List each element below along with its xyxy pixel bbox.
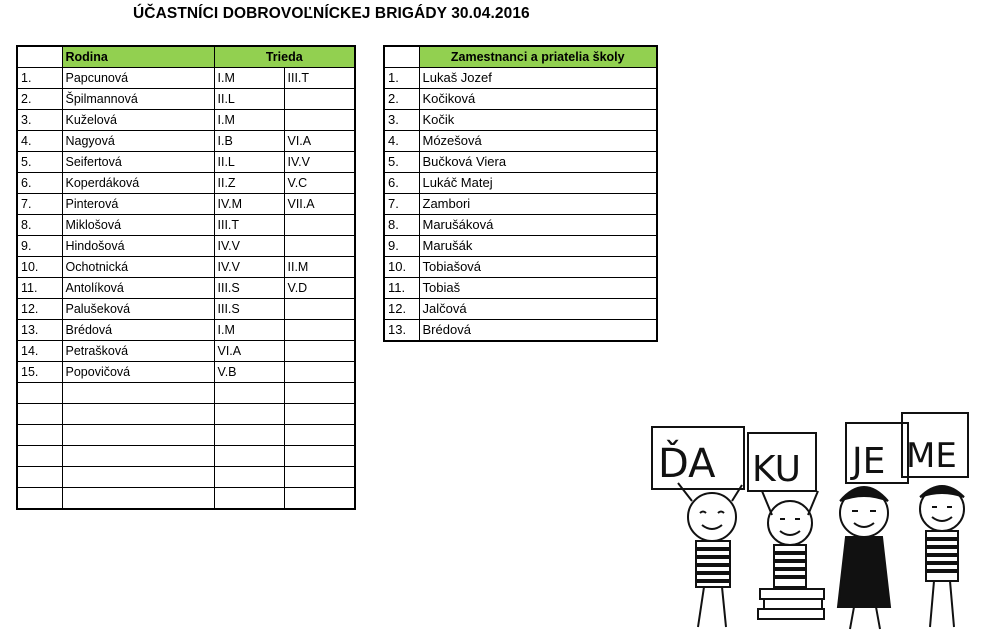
kid-head	[768, 501, 812, 545]
row-number: 11.	[384, 278, 419, 299]
kid-dress	[838, 537, 890, 607]
row-number	[17, 425, 62, 446]
table-row	[17, 341, 355, 362]
row-number: 6.	[17, 173, 62, 194]
row-number	[17, 446, 62, 467]
family-name-cell: Koperdáková	[62, 173, 214, 194]
table-row	[17, 299, 355, 320]
row-number: 3.	[17, 110, 62, 131]
row-number: 13.	[17, 320, 62, 341]
staff-name-cell: Mózešová	[419, 131, 657, 152]
row-number: 10.	[384, 257, 419, 278]
class-cell	[284, 425, 355, 446]
table-row	[384, 236, 657, 257]
row-number: 7.	[17, 194, 62, 215]
table-row	[384, 173, 657, 194]
row-number: 15.	[17, 362, 62, 383]
class-cell	[284, 467, 355, 488]
family-name-cell	[62, 383, 214, 404]
row-number: 2.	[384, 89, 419, 110]
table-row	[17, 152, 355, 173]
table-row	[17, 488, 355, 510]
families-table	[16, 45, 356, 510]
table-row	[384, 257, 657, 278]
families-header-row	[17, 46, 355, 68]
table-row	[384, 68, 657, 89]
class-cell: IV.V	[284, 152, 355, 173]
family-name-cell: Palušeková	[62, 299, 214, 320]
class-cell: VI.A	[214, 341, 284, 362]
page-title: ÚČASTNÍCI DOBROVOĽNÍCKEJ BRIGÁDY 30.04.2016	[133, 5, 530, 22]
class-cell: II.M	[284, 257, 355, 278]
class-cell	[214, 446, 284, 467]
table-row	[384, 152, 657, 173]
class-cell: IV.V	[214, 236, 284, 257]
class-cell: I.B	[214, 131, 284, 152]
row-number: 1.	[384, 68, 419, 89]
class-cell	[284, 341, 355, 362]
class-cell: III.S	[214, 278, 284, 299]
class-cell: I.M	[214, 68, 284, 89]
staff-name-cell: Bučková Viera	[419, 152, 657, 173]
family-name-cell: Miklošová	[62, 215, 214, 236]
staff-name-cell: Brédová	[419, 320, 657, 342]
staff-name-cell: Marušáková	[419, 215, 657, 236]
class-cell: III.T	[214, 215, 284, 236]
family-name-cell	[62, 446, 214, 467]
table-row	[17, 320, 355, 341]
family-name-cell: Brédová	[62, 320, 214, 341]
family-name-cell: Popovičová	[62, 362, 214, 383]
staff-name-cell: Tobiaš	[419, 278, 657, 299]
family-name-cell	[62, 488, 214, 510]
family-name-cell: Petrašková	[62, 341, 214, 362]
family-name-cell	[62, 467, 214, 488]
class-cell: II.L	[214, 152, 284, 173]
table-row	[17, 278, 355, 299]
sign-text: KU	[752, 449, 801, 490]
table-row	[17, 68, 355, 89]
thank-you-kids-illustration	[640, 405, 985, 635]
class-header: Trieda	[214, 46, 355, 68]
class-cell: V.D	[284, 278, 355, 299]
row-number: 4.	[384, 131, 419, 152]
table-row	[17, 236, 355, 257]
class-cell: VII.A	[284, 194, 355, 215]
sign-text: JE	[852, 441, 886, 482]
table-row	[17, 257, 355, 278]
family-name-cell: Nagyová	[62, 131, 214, 152]
staff-name-cell: Jalčová	[419, 299, 657, 320]
row-number: 2.	[17, 89, 62, 110]
class-cell: III.S	[214, 299, 284, 320]
table-row	[17, 110, 355, 131]
table-row	[17, 446, 355, 467]
family-header: Rodina	[62, 46, 214, 68]
class-cell	[284, 299, 355, 320]
class-cell	[284, 446, 355, 467]
table-row	[384, 110, 657, 131]
book	[760, 589, 824, 599]
class-cell: IV.V	[214, 257, 284, 278]
sign-text: ĎA	[658, 441, 716, 487]
staff-table	[383, 45, 658, 342]
number-header	[17, 46, 62, 68]
family-name-cell	[62, 404, 214, 425]
row-number: 9.	[384, 236, 419, 257]
row-number: 3.	[384, 110, 419, 131]
family-name-cell	[62, 425, 214, 446]
family-name-cell: Špilmannová	[62, 89, 214, 110]
row-number	[17, 404, 62, 425]
row-number	[17, 467, 62, 488]
table-row	[17, 89, 355, 110]
class-cell: II.L	[214, 89, 284, 110]
row-number: 14.	[17, 341, 62, 362]
table-row	[384, 278, 657, 299]
staff-name-cell: Lukaš Jozef	[419, 68, 657, 89]
row-number: 10.	[17, 257, 62, 278]
row-number: 9.	[17, 236, 62, 257]
staff-name-cell: Tobiašová	[419, 257, 657, 278]
row-number: 11.	[17, 278, 62, 299]
class-cell	[214, 488, 284, 510]
staff-name-cell: Zambori	[419, 194, 657, 215]
class-cell: VI.A	[284, 131, 355, 152]
class-cell: II.Z	[214, 173, 284, 194]
table-row	[17, 383, 355, 404]
table-row	[17, 194, 355, 215]
class-cell	[284, 404, 355, 425]
table-row	[384, 215, 657, 236]
class-cell: III.T	[284, 68, 355, 89]
row-number: 12.	[17, 299, 62, 320]
row-number: 7.	[384, 194, 419, 215]
staff-name-cell: Lukáč Matej	[419, 173, 657, 194]
family-name-cell: Ochotnická	[62, 257, 214, 278]
table-row	[17, 362, 355, 383]
row-number	[17, 383, 62, 404]
row-number: 8.	[384, 215, 419, 236]
sign-text: ME	[906, 436, 957, 476]
row-number: 5.	[17, 152, 62, 173]
class-cell	[214, 404, 284, 425]
table-row	[17, 467, 355, 488]
row-number: 4.	[17, 131, 62, 152]
table-row	[17, 215, 355, 236]
class-cell	[214, 383, 284, 404]
family-name-cell: Antolíková	[62, 278, 214, 299]
table-row	[17, 404, 355, 425]
class-cell	[284, 362, 355, 383]
table-row	[17, 173, 355, 194]
class-cell	[284, 215, 355, 236]
class-cell: IV.M	[214, 194, 284, 215]
class-cell: V.B	[214, 362, 284, 383]
class-cell	[284, 488, 355, 510]
table-row	[17, 131, 355, 152]
row-number: 1.	[17, 68, 62, 89]
class-cell: I.M	[214, 110, 284, 131]
row-number: 13.	[384, 320, 419, 342]
row-number: 8.	[17, 215, 62, 236]
family-name-cell: Kuželová	[62, 110, 214, 131]
staff-name-cell: Marušák	[419, 236, 657, 257]
family-name-cell: Hindošová	[62, 236, 214, 257]
class-cell	[284, 320, 355, 341]
book	[764, 599, 822, 609]
class-cell	[284, 110, 355, 131]
table-row	[384, 299, 657, 320]
table-row	[384, 320, 657, 342]
staff-number-header	[384, 46, 419, 68]
table-row	[384, 89, 657, 110]
family-name-cell: Seifertová	[62, 152, 214, 173]
class-cell	[284, 236, 355, 257]
table-row	[384, 194, 657, 215]
class-cell	[214, 467, 284, 488]
family-name-cell: Pinterová	[62, 194, 214, 215]
class-cell: V.C	[284, 173, 355, 194]
staff-header-row	[384, 46, 657, 68]
class-cell	[284, 89, 355, 110]
staff-header: Zamestnanci a priatelia školy	[419, 46, 657, 68]
staff-name-cell: Kočik	[419, 110, 657, 131]
class-cell: I.M	[214, 320, 284, 341]
family-name-cell: Papcunová	[62, 68, 214, 89]
class-cell	[214, 425, 284, 446]
row-number: 12.	[384, 299, 419, 320]
row-number	[17, 488, 62, 510]
book	[758, 609, 824, 619]
class-cell	[284, 383, 355, 404]
table-row	[17, 425, 355, 446]
kid-head	[688, 493, 736, 541]
table-row	[384, 131, 657, 152]
row-number: 6.	[384, 173, 419, 194]
staff-name-cell: Kočiková	[419, 89, 657, 110]
row-number: 5.	[384, 152, 419, 173]
